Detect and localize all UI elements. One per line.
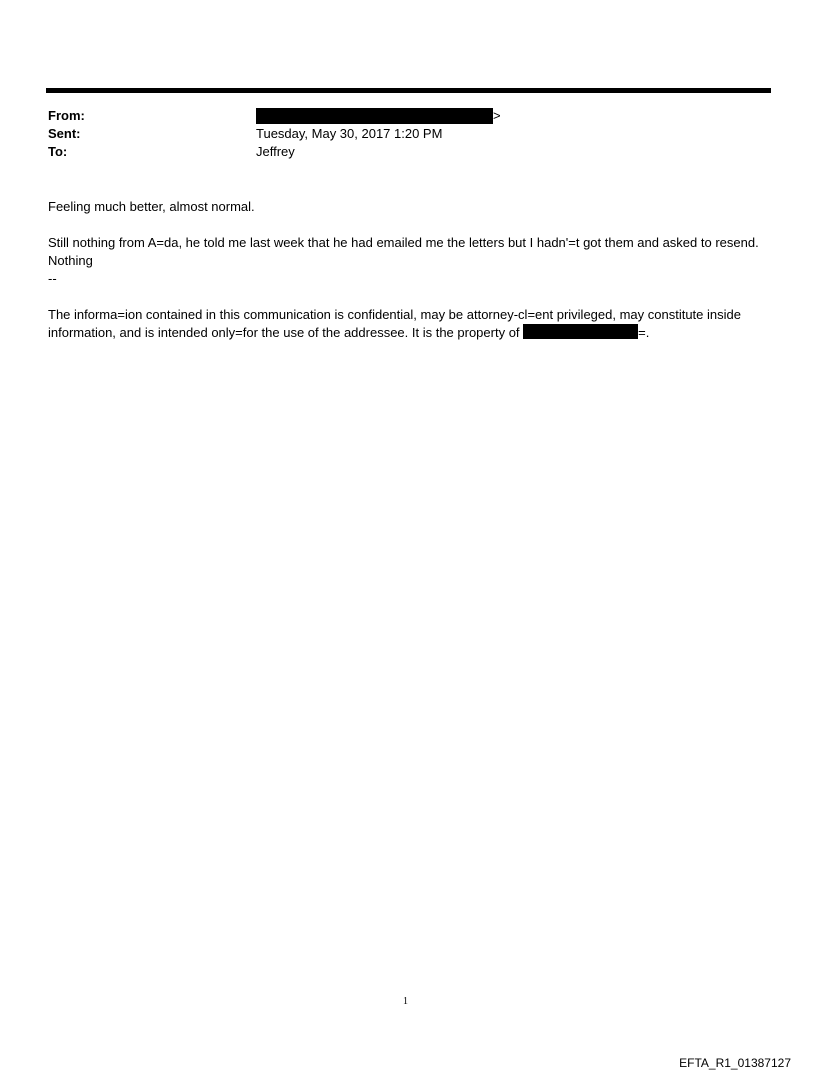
document-id: EFTA_R1_01387127 <box>679 1056 791 1070</box>
disclaimer-paragraph <box>48 306 768 342</box>
disclaimer <box>48 306 768 342</box>
body-paragraph-2: Still nothing from A=da, he told me last week that he had emailed me the letters but I hadn'=t got them and asked to resend. Nothing <box>48 235 759 268</box>
sent-value: Tuesday, May 30, 2017 1:20 PM <box>256 126 443 141</box>
from-suffix: > <box>493 108 501 123</box>
email-body <box>48 198 768 216</box>
sender-redaction <box>256 108 493 124</box>
page-number: 1 <box>403 996 408 1007</box>
from-value <box>256 108 501 124</box>
to-label: To: <box>48 144 68 159</box>
sent-label: Sent: <box>48 126 81 141</box>
signature-separator: -- <box>48 271 57 286</box>
header-divider <box>46 88 771 93</box>
disclaimer-text: The informa=ion contained in this communication is confidential, may be attorney-cl=ent privileged, may constitute inside information, and is intended only=for the use of the addressee. It is the property of <box>48 307 741 340</box>
owner-redaction <box>523 324 638 339</box>
email-body-para-2 <box>48 234 768 288</box>
body-line-1: Feeling much better, almost normal. <box>48 199 255 214</box>
disclaimer-end: =. <box>638 325 650 340</box>
from-label: From: <box>48 108 85 123</box>
to-value: Jeffrey <box>256 144 295 159</box>
